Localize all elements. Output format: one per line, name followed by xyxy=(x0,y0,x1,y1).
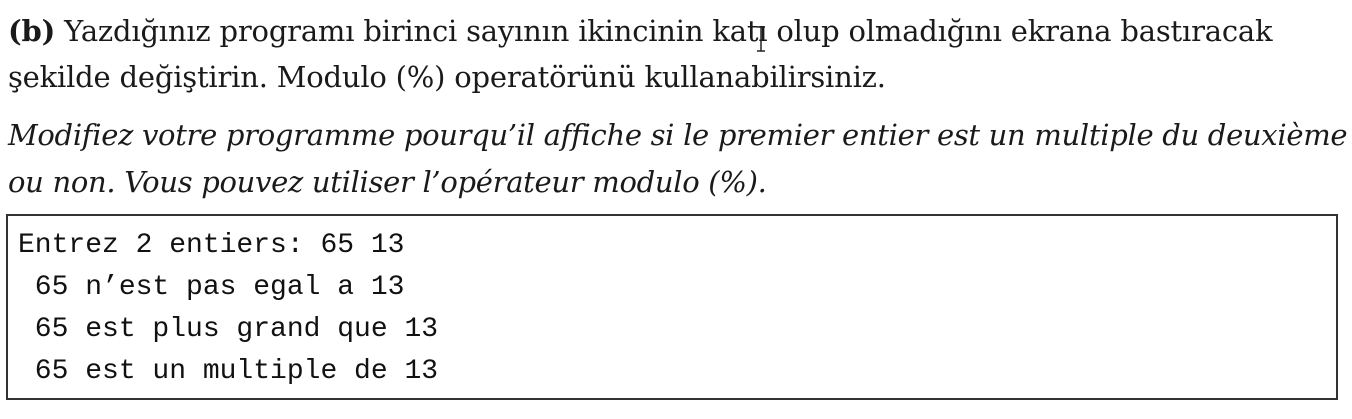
text-cursor-icon xyxy=(756,25,766,53)
turkish-line-1-text: Yazdığınız programı birinci sayının ikincinin katı olup olmadığını ekrana bastıracak xyxy=(55,14,1273,48)
output-line-1: Entrez 2 entiers: 65 13 xyxy=(18,230,405,261)
turkish-line-2: şekilde değiştirin. Modulo (%) operatörünü kullanabilirsiniz. xyxy=(8,60,886,94)
output-line-3: 65 est plus grand que 13 xyxy=(18,314,439,345)
turkish-line-1 xyxy=(8,8,1344,54)
french-line-2: ou non. Vous pouvez utiliser l’opérateur modulo (%). xyxy=(8,165,767,199)
french-line-1: Modifiez votre programme pourqu’il affiche si le premier entier est un multiple du deuxième xyxy=(8,118,1348,152)
question-label: (b) xyxy=(8,14,56,48)
program-output-box xyxy=(6,214,1338,400)
french-instruction xyxy=(8,112,1348,206)
output-line-2: 65 n’est pas egal a 13 xyxy=(18,272,405,303)
output-line-4: 65 est un multiple de 13 xyxy=(18,356,439,387)
turkish-instruction xyxy=(8,8,1344,100)
